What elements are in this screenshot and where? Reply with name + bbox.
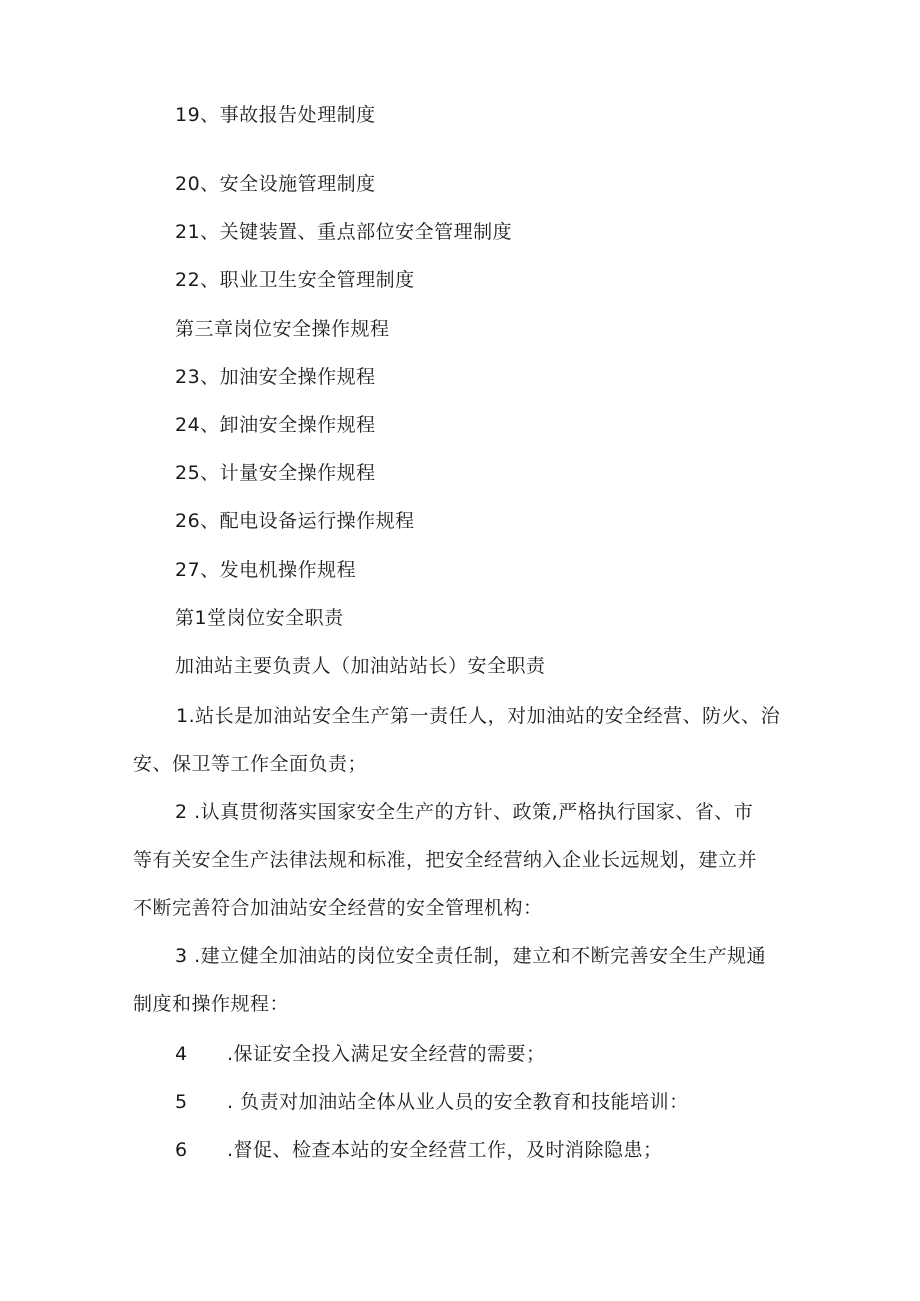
duty-4-text: .保证安全投入满足安全经营的需要； [227,1043,546,1065]
duty-4 [175,1042,546,1066]
duty-5-number: 5 [175,1091,188,1113]
duty-6-text: .督促、检查本站的安全经营工作，及时消除隐患； [227,1139,663,1161]
item-22: 22、职业卫生安全管理制度 [175,269,415,291]
duty-5 [175,1090,689,1114]
duty-3-line-2: 制度和操作规程： [133,993,290,1015]
duty-2-line-1: 2 .认真贯彻落实国家安全生产的方针、政策,严格执行国家、省、市 [175,801,754,823]
duty-5-text: . 负责对加油站全体从业人员的安全教育和技能培训： [227,1091,689,1113]
duty-1-line-2: 安、保卫等工作全面负责； [133,753,368,775]
duty-4-number: 4 [175,1043,188,1065]
item-24: 24、卸油安全操作规程 [175,414,376,436]
section-title: 加油站主要负责人（加油站站长）安全职责 [175,655,546,677]
chapter-3-heading: 第三章岗位安全操作规程 [175,318,390,340]
item-23: 23、加油安全操作规程 [175,366,376,388]
duty-2-line-2: 等有关安全生产法律法规和标准，把安全经营纳入企业长远规划，建立并 [133,849,758,871]
item-25: 25、计量安全操作规程 [175,462,376,484]
item-27: 27、发电机操作规程 [175,559,357,581]
duty-1-line-1: 1.站长是加油站安全生产第一责任人，对加油站的安全经营、防火、治 [176,705,781,727]
chapter-4-heading: 第1堂岗位安全职责 [175,607,344,629]
item-26: 26、配电设备运行操作规程 [175,510,415,532]
item-19: 19、事故报告处理制度 [175,104,376,126]
duty-6-number: 6 [175,1139,188,1161]
item-20: 20、安全设施管理制度 [175,173,376,195]
duty-2-line-3: 不断完善符合加油站安全经营的安全管理机构： [133,897,543,919]
duty-3-line-1: 3 .建立健全加油站的岗位安全责任制，建立和不断完善安全生产规通 [175,945,767,967]
duty-6 [175,1138,663,1162]
item-21: 21、关键装置、重点部位安全管理制度 [175,221,513,243]
